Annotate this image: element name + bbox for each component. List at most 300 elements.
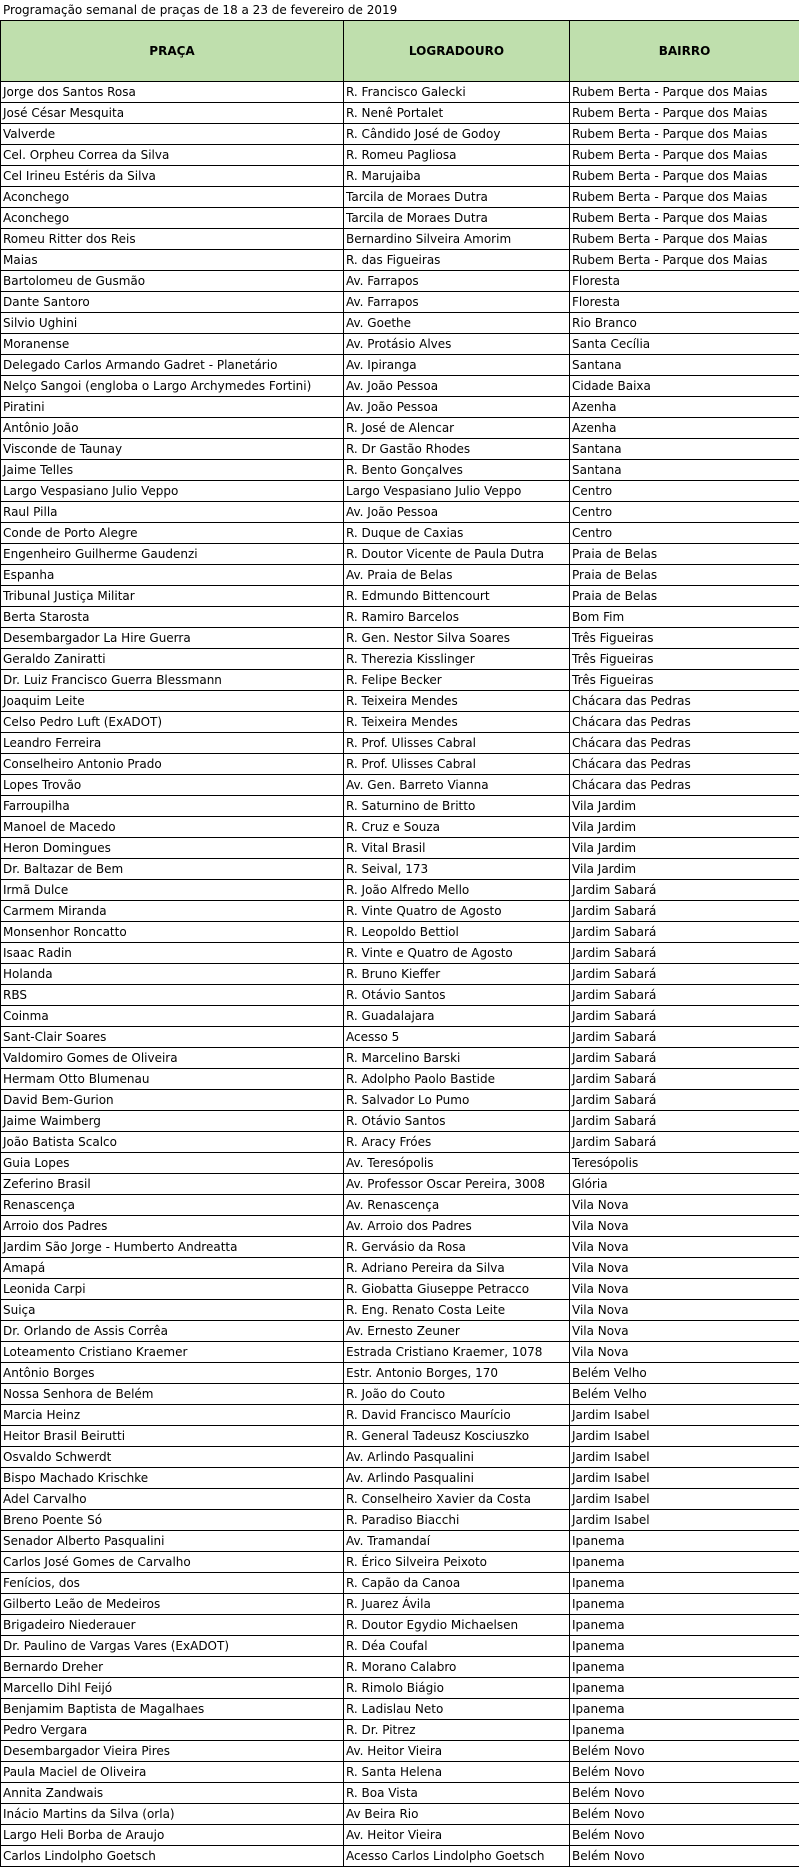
logradouro-cell[interactable]: Av. Arroio dos Padres	[344, 1216, 570, 1237]
praca-cell[interactable]: Dr. Paulino de Vargas Vares (ExADOT)	[1, 1636, 344, 1657]
praca-cell[interactable]: Carmem Miranda	[1, 901, 344, 922]
praca-cell[interactable]: Maias	[1, 250, 344, 271]
praca-cell[interactable]: Desembargador La Hire Guerra	[1, 628, 344, 649]
praca-cell[interactable]: Farroupilha	[1, 796, 344, 817]
logradouro-cell[interactable]: R. Leopoldo Bettiol	[344, 922, 570, 943]
logradouro-cell[interactable]: R. Vital Brasil	[344, 838, 570, 859]
bairro-cell[interactable]: Ipanema	[570, 1594, 799, 1615]
bairro-cell[interactable]: Jardim Sabará	[570, 1048, 799, 1069]
bairro-cell[interactable]: Belém Novo	[570, 1804, 799, 1825]
praca-cell[interactable]: Espanha	[1, 565, 344, 586]
table-row	[1, 187, 799, 208]
bairro-cell[interactable]: Jardim Sabará	[570, 1069, 799, 1090]
bairro-cell[interactable]: Praia de Belas	[570, 544, 799, 565]
table-row	[1, 1762, 799, 1783]
praca-cell[interactable]: Valverde	[1, 124, 344, 145]
logradouro-cell[interactable]: Tarcila de Moraes Dutra	[344, 208, 570, 229]
praca-cell[interactable]: Coinma	[1, 1006, 344, 1027]
bairro-cell[interactable]: Belém Velho	[570, 1363, 799, 1384]
table-row	[1, 1720, 799, 1741]
table-row	[1, 964, 799, 985]
table-row	[1, 1237, 799, 1258]
logradouro-cell[interactable]: Av. Farrapos	[344, 271, 570, 292]
bairro-cell[interactable]: Centro	[570, 502, 799, 523]
bairro-cell[interactable]: Centro	[570, 523, 799, 544]
logradouro-cell[interactable]: R. Cruz e Souza	[344, 817, 570, 838]
praca-cell[interactable]: Bispo Machado Krischke	[1, 1468, 344, 1489]
praca-cell[interactable]: Cel Irineu Estéris da Silva	[1, 166, 344, 187]
praca-cell[interactable]: Aconchego	[1, 208, 344, 229]
logradouro-cell[interactable]: Acesso Carlos Lindolpho Goetsch	[344, 1846, 570, 1867]
logradouro-cell[interactable]: Av. Arlindo Pasqualini	[344, 1468, 570, 1489]
logradouro-cell[interactable]: R. Ramiro Barcelos	[344, 607, 570, 628]
praca-cell[interactable]: Jorge dos Santos Rosa	[1, 82, 344, 103]
bairro-cell[interactable]: Cidade Baixa	[570, 376, 799, 397]
table-row	[1, 460, 799, 481]
logradouro-cell[interactable]: R. Capão da Canoa	[344, 1573, 570, 1594]
table-row	[1, 1258, 799, 1279]
table-row	[1, 565, 799, 586]
praca-cell[interactable]: Holanda	[1, 964, 344, 985]
praca-cell[interactable]: Senador Alberto Pasqualini	[1, 1531, 344, 1552]
bairro-cell[interactable]: Ipanema	[570, 1657, 799, 1678]
bairro-cell[interactable]: Rubem Berta - Parque dos Maias	[570, 187, 799, 208]
bairro-cell[interactable]: Santana	[570, 439, 799, 460]
bairro-cell[interactable]: Ipanema	[570, 1531, 799, 1552]
logradouro-cell[interactable]: R. Saturnino de Britto	[344, 796, 570, 817]
bairro-cell[interactable]: Praia de Belas	[570, 586, 799, 607]
logradouro-cell[interactable]: R. João Alfredo Mello	[344, 880, 570, 901]
bairro-cell[interactable]: Jardim Sabará	[570, 985, 799, 1006]
praca-cell[interactable]: José César Mesquita	[1, 103, 344, 124]
logradouro-cell[interactable]: R. Otávio Santos	[344, 985, 570, 1006]
logradouro-cell[interactable]: Bernardino Silveira Amorim	[344, 229, 570, 250]
table-row	[1, 1363, 799, 1384]
bairro-cell[interactable]: Santa Cecília	[570, 334, 799, 355]
logradouro-cell[interactable]: R. Doutor Egydio Michaelsen	[344, 1615, 570, 1636]
praca-cell[interactable]: Gilberto Leão de Medeiros	[1, 1594, 344, 1615]
bairro-cell[interactable]: Santana	[570, 460, 799, 481]
logradouro-cell[interactable]: R. Boa Vista	[344, 1783, 570, 1804]
logradouro-cell[interactable]: R. João do Couto	[344, 1384, 570, 1405]
bairro-cell[interactable]: Chácara das Pedras	[570, 691, 799, 712]
logradouro-cell[interactable]: Largo Vespasiano Julio Veppo	[344, 481, 570, 502]
praca-cell[interactable]: Romeu Ritter dos Reis	[1, 229, 344, 250]
praca-cell[interactable]: Silvio Ughini	[1, 313, 344, 334]
bairro-cell[interactable]: Rubem Berta - Parque dos Maias	[570, 145, 799, 166]
logradouro-cell[interactable]: R. Bento Gonçalves	[344, 460, 570, 481]
praca-cell[interactable]: Visconde de Taunay	[1, 439, 344, 460]
logradouro-cell[interactable]: R. Duque de Caxias	[344, 523, 570, 544]
praca-cell[interactable]: Loteamento Cristiano Kraemer	[1, 1342, 344, 1363]
praca-cell[interactable]: Antônio Borges	[1, 1363, 344, 1384]
logradouro-cell[interactable]: Estr. Antonio Borges, 170	[344, 1363, 570, 1384]
praca-cell[interactable]: Carlos José Gomes de Carvalho	[1, 1552, 344, 1573]
logradouro-cell[interactable]: R. Adolpho Paolo Bastide	[344, 1069, 570, 1090]
logradouro-cell[interactable]: R. Francisco Galecki	[344, 82, 570, 103]
table-row	[1, 1405, 799, 1426]
logradouro-cell[interactable]: Av. Goethe	[344, 313, 570, 334]
logradouro-cell[interactable]: R. Doutor Vicente de Paula Dutra	[344, 544, 570, 565]
bairro-cell[interactable]: Jardim Sabará	[570, 922, 799, 943]
praca-cell[interactable]: Largo Heli Borba de Araujo	[1, 1825, 344, 1846]
logradouro-cell[interactable]: Estrada Cristiano Kraemer, 1078	[344, 1342, 570, 1363]
praca-cell[interactable]: Paula Maciel de Oliveira	[1, 1762, 344, 1783]
praca-cell[interactable]: Pedro Vergara	[1, 1720, 344, 1741]
logradouro-cell[interactable]: R. Salvador Lo Pumo	[344, 1090, 570, 1111]
bairro-cell[interactable]: Jardim Isabel	[570, 1405, 799, 1426]
logradouro-cell[interactable]: R. Adriano Pereira da Silva	[344, 1258, 570, 1279]
table-row	[1, 1321, 799, 1342]
logradouro-cell[interactable]: R. Eng. Renato Costa Leite	[344, 1300, 570, 1321]
table-row	[1, 376, 799, 397]
bairro-cell[interactable]: Rubem Berta - Parque dos Maias	[570, 229, 799, 250]
bairro-cell[interactable]: Belém Novo	[570, 1846, 799, 1867]
logradouro-cell[interactable]: R. Marcelino Barski	[344, 1048, 570, 1069]
logradouro-cell[interactable]: R. Seival, 173	[344, 859, 570, 880]
logradouro-cell[interactable]: Av. Heitor Vieira	[344, 1741, 570, 1762]
bairro-cell[interactable]: Vila Nova	[570, 1258, 799, 1279]
logradouro-cell[interactable]: R. Marujaiba	[344, 166, 570, 187]
praca-cell[interactable]: Inácio Martins da Silva (orla)	[1, 1804, 344, 1825]
logradouro-cell[interactable]: R. Morano Calabro	[344, 1657, 570, 1678]
bairro-cell[interactable]: Vila Nova	[570, 1342, 799, 1363]
logradouro-cell[interactable]: R. David Francisco Maurício	[344, 1405, 570, 1426]
praca-cell[interactable]: Leandro Ferreira	[1, 733, 344, 754]
bairro-cell[interactable]: Belém Novo	[570, 1825, 799, 1846]
bairro-cell[interactable]: Teresópolis	[570, 1153, 799, 1174]
table-row	[1, 1531, 799, 1552]
logradouro-cell[interactable]: R. Dr. Pitrez	[344, 1720, 570, 1741]
bairro-cell[interactable]: Azenha	[570, 397, 799, 418]
praca-cell[interactable]: Adel Carvalho	[1, 1489, 344, 1510]
bairro-cell[interactable]: Vila Nova	[570, 1321, 799, 1342]
praca-cell[interactable]: Guia Lopes	[1, 1153, 344, 1174]
logradouro-cell[interactable]: R. Dr Gastão Rhodes	[344, 439, 570, 460]
bairro-cell[interactable]: Ipanema	[570, 1678, 799, 1699]
schedule-table	[0, 20, 799, 1867]
bairro-cell[interactable]: Rubem Berta - Parque dos Maias	[570, 82, 799, 103]
praca-cell[interactable]: Desembargador Vieira Pires	[1, 1741, 344, 1762]
bairro-cell[interactable]: Jardim Sabará	[570, 1006, 799, 1027]
bairro-cell[interactable]: Jardim Sabará	[570, 1090, 799, 1111]
bairro-cell[interactable]: Rio Branco	[570, 313, 799, 334]
logradouro-cell[interactable]: R. Aracy Fróes	[344, 1132, 570, 1153]
praca-cell[interactable]: Renascença	[1, 1195, 344, 1216]
logradouro-cell[interactable]: R. Nenê Portalet	[344, 103, 570, 124]
logradouro-cell[interactable]: R. Vinte Quatro de Agosto	[344, 901, 570, 922]
table-row	[1, 1216, 799, 1237]
praca-cell[interactable]: Berta Starosta	[1, 607, 344, 628]
praca-cell[interactable]: Bernardo Dreher	[1, 1657, 344, 1678]
table-row	[1, 1447, 799, 1468]
bairro-cell[interactable]: Ipanema	[570, 1720, 799, 1741]
bairro-cell[interactable]: Floresta	[570, 292, 799, 313]
logradouro-cell[interactable]: R. das Figueiras	[344, 250, 570, 271]
bairro-cell[interactable]: Jardim Sabará	[570, 1027, 799, 1048]
table-row	[1, 1153, 799, 1174]
praca-cell[interactable]: Zeferino Brasil	[1, 1174, 344, 1195]
bairro-cell[interactable]: Vila Nova	[570, 1195, 799, 1216]
table-row	[1, 1300, 799, 1321]
bairro-cell[interactable]: Belém Novo	[570, 1783, 799, 1804]
logradouro-cell[interactable]: R. Ladislau Neto	[344, 1699, 570, 1720]
praca-cell[interactable]: Heron Domingues	[1, 838, 344, 859]
bairro-cell[interactable]: Jardim Isabel	[570, 1489, 799, 1510]
logradouro-cell[interactable]: Acesso 5	[344, 1027, 570, 1048]
praca-cell[interactable]: Irmã Dulce	[1, 880, 344, 901]
praca-cell[interactable]: Nelço Sangoi (engloba o Largo Archymedes Fortini)	[1, 376, 344, 397]
bairro-cell[interactable]: Belém Novo	[570, 1741, 799, 1762]
praca-cell[interactable]: Jardim São Jorge - Humberto Andreatta	[1, 1237, 344, 1258]
praca-cell[interactable]: Raul Pilla	[1, 502, 344, 523]
logradouro-cell[interactable]: R. Felipe Becker	[344, 670, 570, 691]
header-praca[interactable]: PRAÇA	[1, 21, 344, 82]
logradouro-cell[interactable]: Av. João Pessoa	[344, 376, 570, 397]
table-row	[1, 775, 799, 796]
praca-cell[interactable]: Brigadeiro Niederauer	[1, 1615, 344, 1636]
praca-cell[interactable]: Suiça	[1, 1300, 344, 1321]
logradouro-cell[interactable]: Av. Teresópolis	[344, 1153, 570, 1174]
praca-cell[interactable]: Joaquim Leite	[1, 691, 344, 712]
table-row	[1, 880, 799, 901]
logradouro-cell[interactable]: R. Guadalajara	[344, 1006, 570, 1027]
bairro-cell[interactable]: Praia de Belas	[570, 565, 799, 586]
bairro-cell[interactable]: Rubem Berta - Parque dos Maias	[570, 250, 799, 271]
bairro-cell[interactable]: Jardim Sabará	[570, 1132, 799, 1153]
table-row	[1, 1615, 799, 1636]
logradouro-cell[interactable]: R. General Tadeusz Kosciuszko	[344, 1426, 570, 1447]
praca-cell[interactable]: Isaac Radin	[1, 943, 344, 964]
logradouro-cell[interactable]: Av. João Pessoa	[344, 397, 570, 418]
logradouro-cell[interactable]: R. Teixeira Mendes	[344, 712, 570, 733]
logradouro-cell[interactable]: R. Juarez Ávila	[344, 1594, 570, 1615]
bairro-cell[interactable]: Jardim Isabel	[570, 1447, 799, 1468]
logradouro-cell[interactable]: R. Edmundo Bittencourt	[344, 586, 570, 607]
praca-cell[interactable]: David Bem-Gurion	[1, 1090, 344, 1111]
praca-cell[interactable]: Tribunal Justiça Militar	[1, 586, 344, 607]
bairro-cell[interactable]: Vila Jardim	[570, 838, 799, 859]
logradouro-cell[interactable]: R. Teixeira Mendes	[344, 691, 570, 712]
logradouro-cell[interactable]: R. Conselheiro Xavier da Costa	[344, 1489, 570, 1510]
praca-cell[interactable]: Cel. Orpheu Correa da Silva	[1, 145, 344, 166]
bairro-cell[interactable]: Chácara das Pedras	[570, 775, 799, 796]
logradouro-cell[interactable]: R. Gervásio da Rosa	[344, 1237, 570, 1258]
praca-cell[interactable]: Bartolomeu de Gusmão	[1, 271, 344, 292]
praca-cell[interactable]: Monsenhor Roncatto	[1, 922, 344, 943]
bairro-cell[interactable]: Vila Nova	[570, 1216, 799, 1237]
bairro-cell[interactable]: Ipanema	[570, 1615, 799, 1636]
table-row	[1, 1741, 799, 1762]
logradouro-cell[interactable]: R. Bruno Kieffer	[344, 964, 570, 985]
logradouro-cell[interactable]: Av. Professor Oscar Pereira, 3008	[344, 1174, 570, 1195]
logradouro-cell[interactable]: Av. Heitor Vieira	[344, 1825, 570, 1846]
bairro-cell[interactable]: Centro	[570, 481, 799, 502]
logradouro-cell[interactable]: Av. Protásio Alves	[344, 334, 570, 355]
table-row	[1, 1468, 799, 1489]
praca-cell[interactable]: João Batista Scalco	[1, 1132, 344, 1153]
praca-cell[interactable]: Dante Santoro	[1, 292, 344, 313]
bairro-cell[interactable]: Rubem Berta - Parque dos Maias	[570, 124, 799, 145]
table-row	[1, 670, 799, 691]
header-logradouro[interactable]: LOGRADOURO	[344, 21, 570, 82]
praca-cell[interactable]: Geraldo Zaniratti	[1, 649, 344, 670]
table-row	[1, 1678, 799, 1699]
bairro-cell[interactable]: Três Figueiras	[570, 628, 799, 649]
bairro-cell[interactable]: Azenha	[570, 418, 799, 439]
logradouro-cell[interactable]: R. Prof. Ulisses Cabral	[344, 733, 570, 754]
praca-cell[interactable]: Heitor Brasil Beirutti	[1, 1426, 344, 1447]
praca-cell[interactable]: Lopes Trovão	[1, 775, 344, 796]
bairro-cell[interactable]: Rubem Berta - Parque dos Maias	[570, 103, 799, 124]
praca-cell[interactable]: Piratini	[1, 397, 344, 418]
praca-cell[interactable]: Valdomiro Gomes de Oliveira	[1, 1048, 344, 1069]
praca-cell[interactable]: Dr. Baltazar de Bem	[1, 859, 344, 880]
praca-cell[interactable]: Fenícios, dos	[1, 1573, 344, 1594]
logradouro-cell[interactable]: Tarcila de Moraes Dutra	[344, 187, 570, 208]
praca-cell[interactable]: Celso Pedro Luft (ExADOT)	[1, 712, 344, 733]
logradouro-cell[interactable]: Av. João Pessoa	[344, 502, 570, 523]
logradouro-cell[interactable]: R. Déa Coufal	[344, 1636, 570, 1657]
bairro-cell[interactable]: Jardim Sabará	[570, 901, 799, 922]
praca-cell[interactable]: Dr. Luiz Francisco Guerra Blessmann	[1, 670, 344, 691]
praca-cell[interactable]: Carlos Lindolpho Goetsch	[1, 1846, 344, 1867]
logradouro-cell[interactable]: R. Santa Helena	[344, 1762, 570, 1783]
praca-cell[interactable]: Antônio João	[1, 418, 344, 439]
praca-cell[interactable]: Arroio dos Padres	[1, 1216, 344, 1237]
table-row	[1, 649, 799, 670]
logradouro-cell[interactable]: Av. Renascença	[344, 1195, 570, 1216]
praca-cell[interactable]: Marcia Heinz	[1, 1405, 344, 1426]
table-row	[1, 544, 799, 565]
praca-cell[interactable]: Leonida Carpi	[1, 1279, 344, 1300]
header-bairro[interactable]: BAIRRO	[570, 21, 799, 82]
bairro-cell[interactable]: Jardim Isabel	[570, 1468, 799, 1489]
praca-cell[interactable]: Conde de Porto Alegre	[1, 523, 344, 544]
praca-cell[interactable]: Annita Zandwais	[1, 1783, 344, 1804]
praca-cell[interactable]: Dr. Orlando de Assis Corrêa	[1, 1321, 344, 1342]
table-row	[1, 1846, 799, 1867]
logradouro-cell[interactable]: Av. Ipiranga	[344, 355, 570, 376]
praca-cell[interactable]: Conselheiro Antonio Prado	[1, 754, 344, 775]
bairro-cell[interactable]: Chácara das Pedras	[570, 754, 799, 775]
table-row	[1, 1279, 799, 1300]
logradouro-cell[interactable]: R. Paradiso Biacchi	[344, 1510, 570, 1531]
bairro-cell[interactable]: Floresta	[570, 271, 799, 292]
table-row	[1, 166, 799, 187]
bairro-cell[interactable]: Jardim Sabará	[570, 880, 799, 901]
praca-cell[interactable]: Osvaldo Schwerdt	[1, 1447, 344, 1468]
bairro-cell[interactable]: Vila Jardim	[570, 817, 799, 838]
praca-cell[interactable]: Delegado Carlos Armando Gadret - Planetário	[1, 355, 344, 376]
table-row	[1, 418, 799, 439]
bairro-cell[interactable]: Santana	[570, 355, 799, 376]
bairro-cell[interactable]: Três Figueiras	[570, 670, 799, 691]
bairro-cell[interactable]: Ipanema	[570, 1552, 799, 1573]
logradouro-cell[interactable]: Av. Tramandaí	[344, 1531, 570, 1552]
bairro-cell[interactable]: Glória	[570, 1174, 799, 1195]
praca-cell[interactable]: Marcello Dihl Feijó	[1, 1678, 344, 1699]
logradouro-cell[interactable]: R. Gen. Nestor Silva Soares	[344, 628, 570, 649]
table-row	[1, 502, 799, 523]
bairro-cell[interactable]: Vila Nova	[570, 1237, 799, 1258]
table-row	[1, 1174, 799, 1195]
logradouro-cell[interactable]: R. Giobatta Giuseppe Petracco	[344, 1279, 570, 1300]
praca-cell[interactable]: Largo Vespasiano Julio Veppo	[1, 481, 344, 502]
bairro-cell[interactable]: Rubem Berta - Parque dos Maias	[570, 208, 799, 229]
bairro-cell[interactable]: Chácara das Pedras	[570, 712, 799, 733]
logradouro-cell[interactable]: Av Beira Rio	[344, 1804, 570, 1825]
table-row	[1, 1384, 799, 1405]
bairro-cell[interactable]: Ipanema	[570, 1573, 799, 1594]
bairro-cell[interactable]: Belém Velho	[570, 1384, 799, 1405]
praca-cell[interactable]: Benjamim Baptista de Magalhaes	[1, 1699, 344, 1720]
table-row	[1, 1783, 799, 1804]
bairro-cell[interactable]: Vila Jardim	[570, 796, 799, 817]
praca-cell[interactable]: Moranense	[1, 334, 344, 355]
praca-cell[interactable]: Nossa Senhora de Belém	[1, 1384, 344, 1405]
praca-cell[interactable]: Jaime Waimberg	[1, 1111, 344, 1132]
logradouro-cell[interactable]: R. Romeu Pagliosa	[344, 145, 570, 166]
bairro-cell[interactable]: Vila Jardim	[570, 859, 799, 880]
bairro-cell[interactable]: Jardim Isabel	[570, 1510, 799, 1531]
table-row	[1, 292, 799, 313]
bairro-cell[interactable]: Chácara das Pedras	[570, 733, 799, 754]
logradouro-cell[interactable]: R. Vinte e Quatro de Agosto	[344, 943, 570, 964]
logradouro-cell[interactable]: R. Cândido José de Godoy	[344, 124, 570, 145]
logradouro-cell[interactable]: R. Rimolo Biágio	[344, 1678, 570, 1699]
bairro-cell[interactable]: Três Figueiras	[570, 649, 799, 670]
praca-cell[interactable]: Jaime Telles	[1, 460, 344, 481]
bairro-cell[interactable]: Jardim Sabará	[570, 964, 799, 985]
logradouro-cell[interactable]: Av. Farrapos	[344, 292, 570, 313]
logradouro-cell[interactable]: Av. Praia de Belas	[344, 565, 570, 586]
table-row	[1, 124, 799, 145]
logradouro-cell[interactable]: R. Therezia Kisslinger	[344, 649, 570, 670]
praca-cell[interactable]: Aconchego	[1, 187, 344, 208]
table-row	[1, 1510, 799, 1531]
praca-cell[interactable]: Amapá	[1, 1258, 344, 1279]
bairro-cell[interactable]: Jardim Sabará	[570, 943, 799, 964]
praca-cell[interactable]: Engenheiro Guilherme Gaudenzi	[1, 544, 344, 565]
praca-cell[interactable]: Manoel de Macedo	[1, 817, 344, 838]
praca-cell[interactable]: Sant-Clair Soares	[1, 1027, 344, 1048]
bairro-cell[interactable]: Belém Novo	[570, 1762, 799, 1783]
logradouro-cell[interactable]: R. José de Alencar	[344, 418, 570, 439]
logradouro-cell[interactable]: Av. Gen. Barreto Vianna	[344, 775, 570, 796]
logradouro-cell[interactable]: R. Prof. Ulisses Cabral	[344, 754, 570, 775]
table-row	[1, 334, 799, 355]
bairro-cell[interactable]: Vila Nova	[570, 1300, 799, 1321]
bairro-cell[interactable]: Jardim Sabará	[570, 1111, 799, 1132]
bairro-cell[interactable]: Bom Fim	[570, 607, 799, 628]
praca-cell[interactable]: Breno Poente Só	[1, 1510, 344, 1531]
logradouro-cell[interactable]: R. Otávio Santos	[344, 1111, 570, 1132]
bairro-cell[interactable]: Rubem Berta - Parque dos Maias	[570, 166, 799, 187]
praca-cell[interactable]: RBS	[1, 985, 344, 1006]
bairro-cell[interactable]: Jardim Isabel	[570, 1426, 799, 1447]
bairro-cell[interactable]: Vila Nova	[570, 1279, 799, 1300]
praca-cell[interactable]: Hermam Otto Blumenau	[1, 1069, 344, 1090]
sheet-title: Programação semanal de praças de 18 a 23 de fevereiro de 2019	[3, 3, 398, 17]
table-row	[1, 208, 799, 229]
bairro-cell[interactable]: Ipanema	[570, 1699, 799, 1720]
logradouro-cell[interactable]: R. Érico Silveira Peixoto	[344, 1552, 570, 1573]
logradouro-cell[interactable]: Av. Ernesto Zeuner	[344, 1321, 570, 1342]
logradouro-cell[interactable]: Av. Arlindo Pasqualini	[344, 1447, 570, 1468]
bairro-cell[interactable]: Ipanema	[570, 1636, 799, 1657]
table-row	[1, 103, 799, 124]
